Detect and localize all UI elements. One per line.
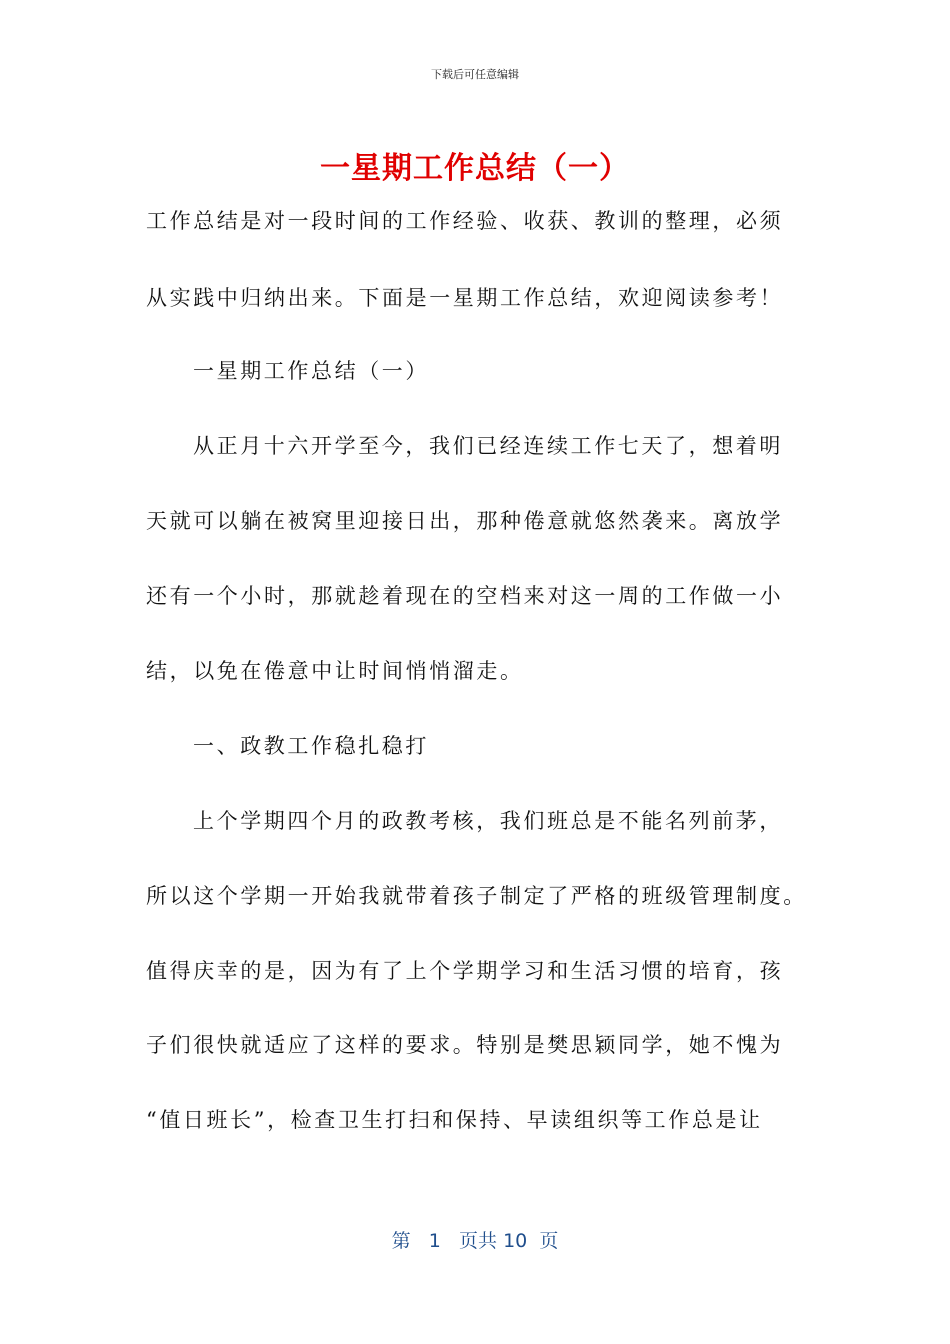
paragraph-line: 从实践中归纳出来。下面是一星期工作总结，欢迎阅读参考！	[146, 286, 784, 310]
paragraph-line: 工作总结是对一段时间的工作经验、收获、教训的整理，必须	[146, 209, 784, 233]
paragraph-line: 所以这个学期一开始我就带着孩子制定了严格的班级管理制度。	[146, 884, 807, 908]
paragraph-line: 值得庆幸的是，因为有了上个学期学习和生活习惯的培育，孩	[146, 959, 784, 983]
footer-middle: 页共	[459, 1230, 498, 1252]
section-heading: 一、政教工作稳扎稳打	[193, 734, 429, 758]
document-title: 一星期工作总结（一）	[320, 151, 630, 186]
paragraph-line: “值日班长”，检查卫生打扫和保持、早读组织等工作总是让	[146, 1108, 763, 1132]
footer-suffix: 页	[539, 1230, 559, 1252]
paragraph-line: 子们很快就适应了这样的要求。特别是樊思颖同学，她不愧为	[146, 1033, 784, 1057]
page-footer	[0, 1226, 950, 1253]
paragraph-line: 从正月十六开学至今，我们已经连续工作七天了，想着明	[193, 434, 783, 458]
footer-prefix: 第	[391, 1230, 411, 1252]
section-heading: 一星期工作总结（一）	[193, 359, 429, 383]
paragraph-line: 天就可以躺在被窝里迎接日出，那种倦意就悠然袭来。离放学	[146, 509, 784, 533]
paragraph-line: 还有一个小时，那就趁着现在的空档来对这一周的工作做一小	[146, 584, 784, 608]
total-page-count: 10	[503, 1230, 528, 1252]
paragraph-line: 上个学期四个月的政教考核，我们班总是不能名列前茅，	[193, 809, 783, 833]
header-note: 下载后可任意编辑	[431, 68, 519, 81]
current-page-number: 1	[428, 1230, 441, 1252]
paragraph-line: 结，以免在倦意中让时间悄悄溜走。	[146, 659, 524, 683]
